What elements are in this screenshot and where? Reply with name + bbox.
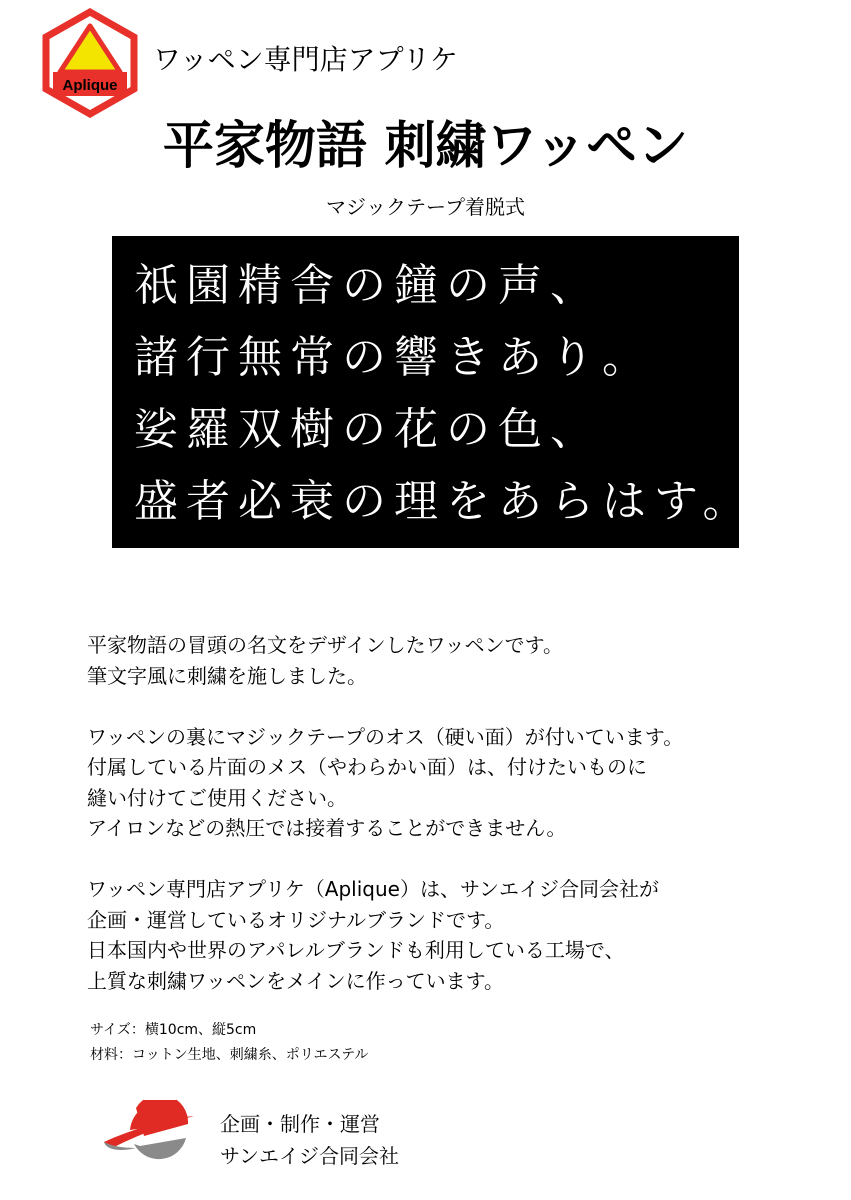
company-role: 企画・制作・運営 [220,1112,380,1136]
shop-name: ワッペン専門店アプリケ [153,43,458,76]
description-paragraph [87,874,683,996]
spec-size: サイズ：横10cm、縦5cm [90,1022,257,1038]
description-line: 平家物語の冒頭の名文をデザインしたワッペンです。 [87,633,563,657]
page-title: 平家物語 刺繍ワッペン [162,117,689,176]
company-info [220,1108,399,1172]
aplique-logo-text: Aplique [62,77,118,94]
patch-image [112,236,755,548]
description-line: ワッペン専門店アプリケ（Aplique）は、サンエイジ合同会社が [87,877,659,901]
patch-line: 祇園精舎の鐘の声、 [134,260,602,311]
description-line: 日本国内や世界のアパレルブランドも利用している工場で、 [87,938,625,962]
page-subtitle: マジックテープ着脱式 [326,195,525,219]
description-line: ワッペンの裏にマジックテープのオス（硬い面）が付いています。 [87,724,684,749]
product-description [87,630,683,1027]
company-logo-icon [100,1100,196,1172]
description-line: 上質な刺繍ワッペンをメインに作っています。 [87,968,504,993]
description-line: アイロンなどの熱圧では接着することができません。 [87,816,567,840]
spec-material: 材料：コットン生地、刺繍糸、ポリエステル [90,1047,369,1063]
aplique-logo-icon [40,8,140,118]
patch-line: 盛者必衰の理をあらはす。 [134,476,755,527]
description-line: 付属している片面のメス（やわらかい面）は、付けたいものに [87,755,647,779]
description-paragraph [87,630,683,691]
description-line: 企画・運営しているオリジナルブランドです。 [87,907,505,932]
product-specs [90,1018,368,1068]
patch-line: 諸行無常の響きあり。 [134,332,654,383]
patch-line: 娑羅双樹の花の色、 [134,404,602,455]
description-line: 縫い付けてご使用ください。 [87,785,347,810]
company-name: サンエイジ合同会社 [220,1144,399,1168]
description-line: 筆文字風に刺繍を施しました。 [87,663,367,688]
description-paragraph [87,722,683,844]
